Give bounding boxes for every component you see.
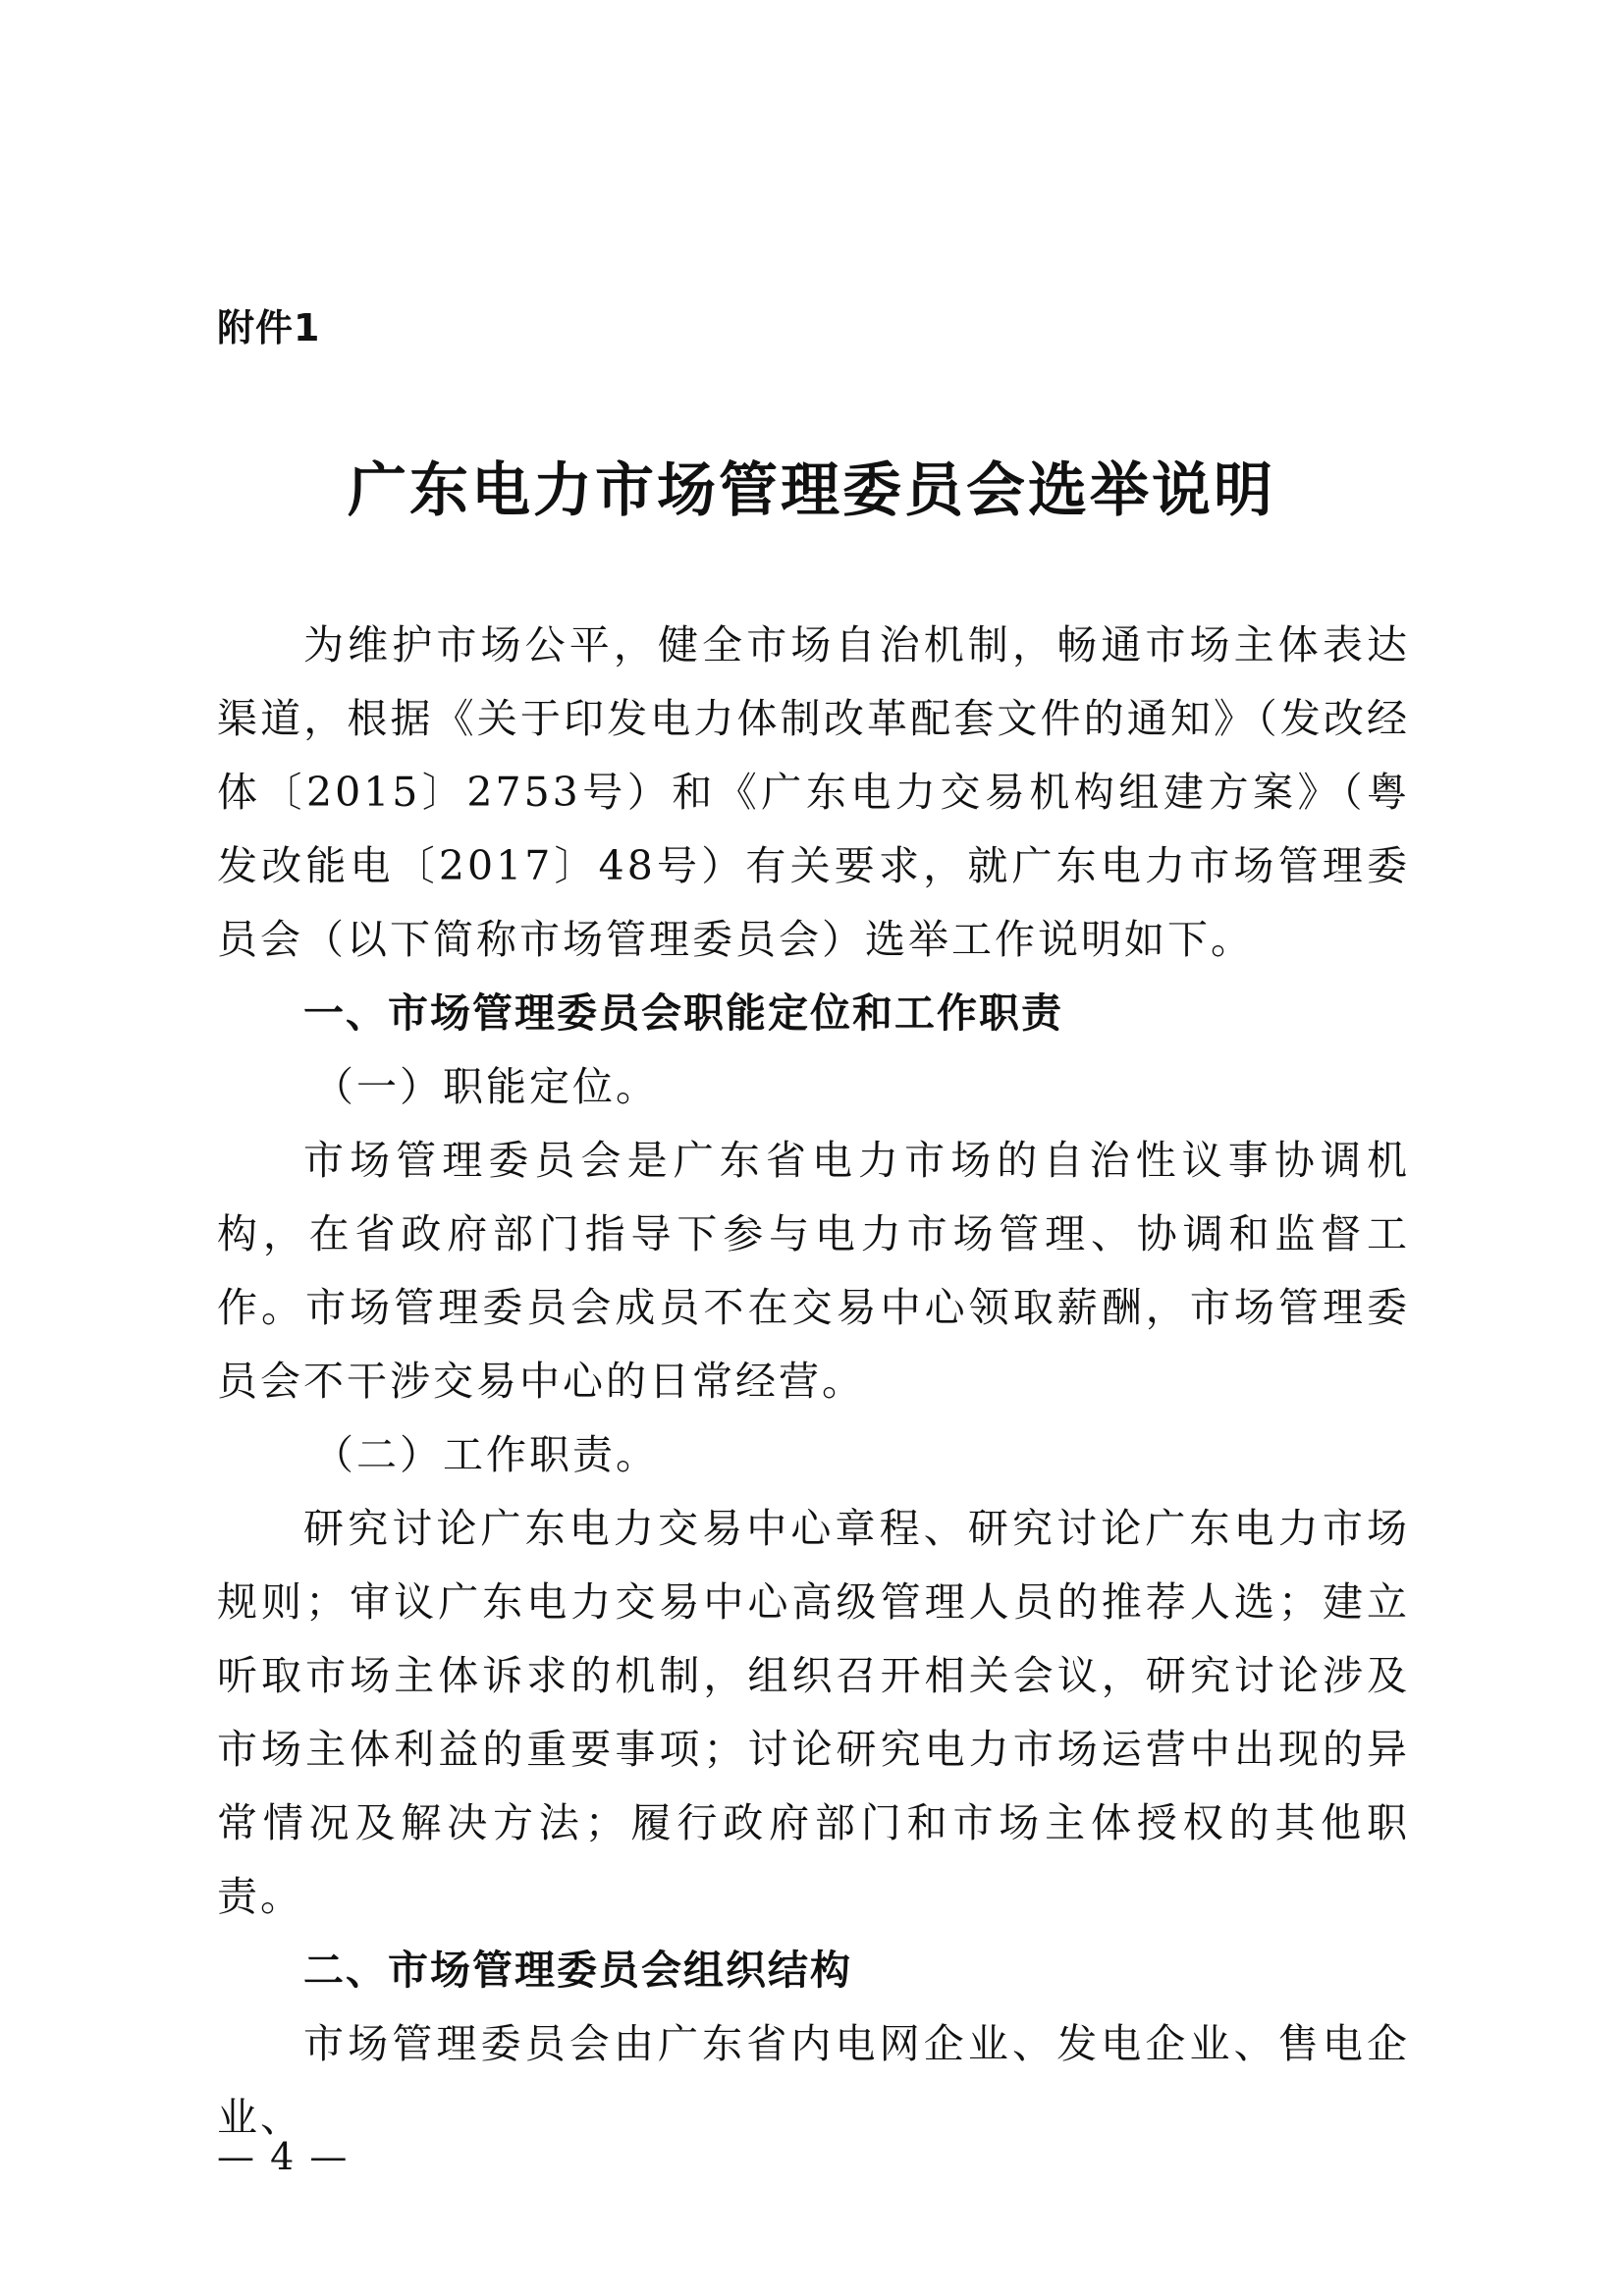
section-2-paragraph-1: 市场管理委员会由广东省内电网企业、发电企业、售电企业、 [217,2020,1410,2141]
section-2-heading: 二、市场管理委员会组织结构 [303,1947,852,1994]
attachment-label: 附件1 [217,306,321,349]
section-1-paragraph-2: 研究讨论广东电力交易中心章程、研究讨论广东电力市场规则；审议广东电力交易中心高级管理人员的推荐人选；建立听取市场主体诉求的机制，组织召开相关会议，研究讨论涉及市场主体利益的重要事项；讨论研究电力市场运营中出现的异常情况及解决方法；履行政府部门和市场主体授权的其他职责。 [217,1505,1410,1920]
section-1-heading: 一、市场管理委员会职能定位和工作职责 [303,989,1063,1037]
page-number: — 4 — [217,2135,350,2178]
section-1-subheading-2: （二）工作职责。 [313,1431,659,1478]
section-1-subheading-1: （一）职能定位。 [313,1063,659,1110]
document-body [217,609,1410,2155]
section-1-paragraph-1: 市场管理委员会是广东省电力市场的自治性议事协调机构，在省政府部门指导下参与电力市场管理、协调和监督工作。市场管理委员会成员不在交易中心领取薪酬，市场管理委员会不干涉交易中心的日常经营。 [217,1137,1410,1405]
intro-paragraph: 为维护市场公平，健全市场自治机制，畅通市场主体表达渠道，根据《关于印发电力体制改革配套文件的通知》（发改经体〔2015〕2753号）和《广东电力交易机构组建方案》（粤发改能电〔2017〕48号）有关要求，就广东电力市场管理委员会（以下简称市场管理委员会）选举工作说明如下。 [217,621,1410,963]
document-title: 广东电力市场管理委员会选举说明 [348,456,1275,525]
